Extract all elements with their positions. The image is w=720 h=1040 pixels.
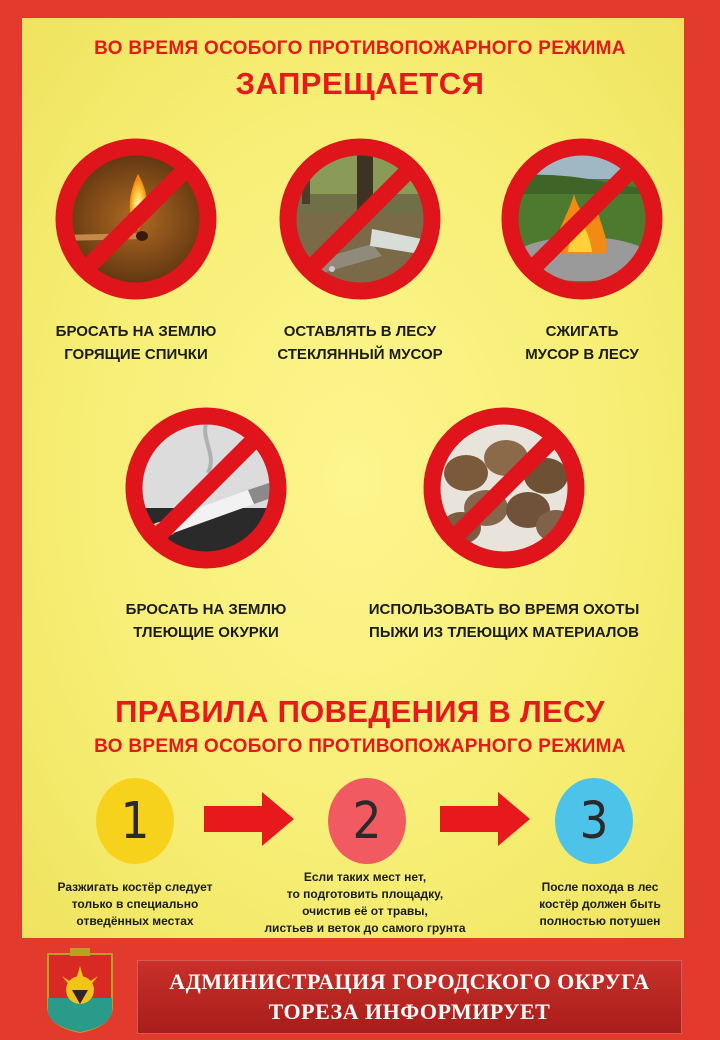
ban-glass-bottles-icon <box>262 134 458 304</box>
step-2-circle: 2 <box>328 778 406 864</box>
step-1-circle: 1 <box>96 778 174 864</box>
ban-burning-trash-icon <box>484 134 680 304</box>
caption-wads: ИСПОЛЬЗОВАТЬ ВО ВРЕМЯ ОХОТЫ ПЫЖИ ИЗ ТЛЕЮЩИХ МАТЕРИАЛОВ <box>368 601 640 641</box>
footer-line-2: ТОРЕЗА ИНФОРМИРУЕТ <box>268 999 551 1024</box>
step-3-text: После похода в лес костёр должен быть полностью потушен <box>539 880 661 928</box>
rules-subtitle: ВО ВРЕМЯ ОСОБОГО ПРОТИВОПОЖАРНОГО РЕЖИМА <box>94 736 626 757</box>
header-subtitle: ВО ВРЕМЯ ОСОБОГО ПРОТИВОПОЖАРНОГО РЕЖИМА <box>94 38 626 59</box>
arrow-right-icon <box>440 792 530 846</box>
caption-burning-trash: СЖИГАТЬ МУСОР В ЛЕСУ <box>525 323 639 363</box>
coat-of-arms-icon <box>40 946 120 1034</box>
ban-smoldering-cigarette-icon <box>108 398 304 578</box>
step-2-text: Если таких мест нет, то подготовить площадку, очистив её от травы, листьев и веток до самого грунта <box>264 870 466 935</box>
header-title: ЗАПРЕЩАЕТСЯ <box>235 66 485 101</box>
footer-line-1: АДМИНИСТРАЦИЯ ГОРОДСКОГО ОКРУГА <box>169 969 650 994</box>
arrow-right-icon <box>204 792 294 846</box>
ban-wads-icon <box>406 398 602 578</box>
rules-title: ПРАВИЛА ПОВЕДЕНИЯ В ЛЕСУ <box>115 694 605 729</box>
caption-cigarette: БРОСАТЬ НА ЗЕМЛЮ ТЛЕЮЩИЕ ОКУРКИ <box>125 601 287 641</box>
step-3-circle: 3 <box>555 778 633 864</box>
caption-glass-bottles: ОСТАВЛЯТЬ В ЛЕСУ СТЕКЛЯННЫЙ МУСОР <box>277 323 443 363</box>
footer-banner <box>137 960 682 1034</box>
ban-burning-match-icon <box>38 134 234 304</box>
step-1-text: Разжигать костёр следует только в специально отведённых местах <box>57 880 213 928</box>
caption-burning-match: БРОСАТЬ НА ЗЕМЛЮ ГОРЯЩИЕ СПИЧКИ <box>55 323 217 363</box>
